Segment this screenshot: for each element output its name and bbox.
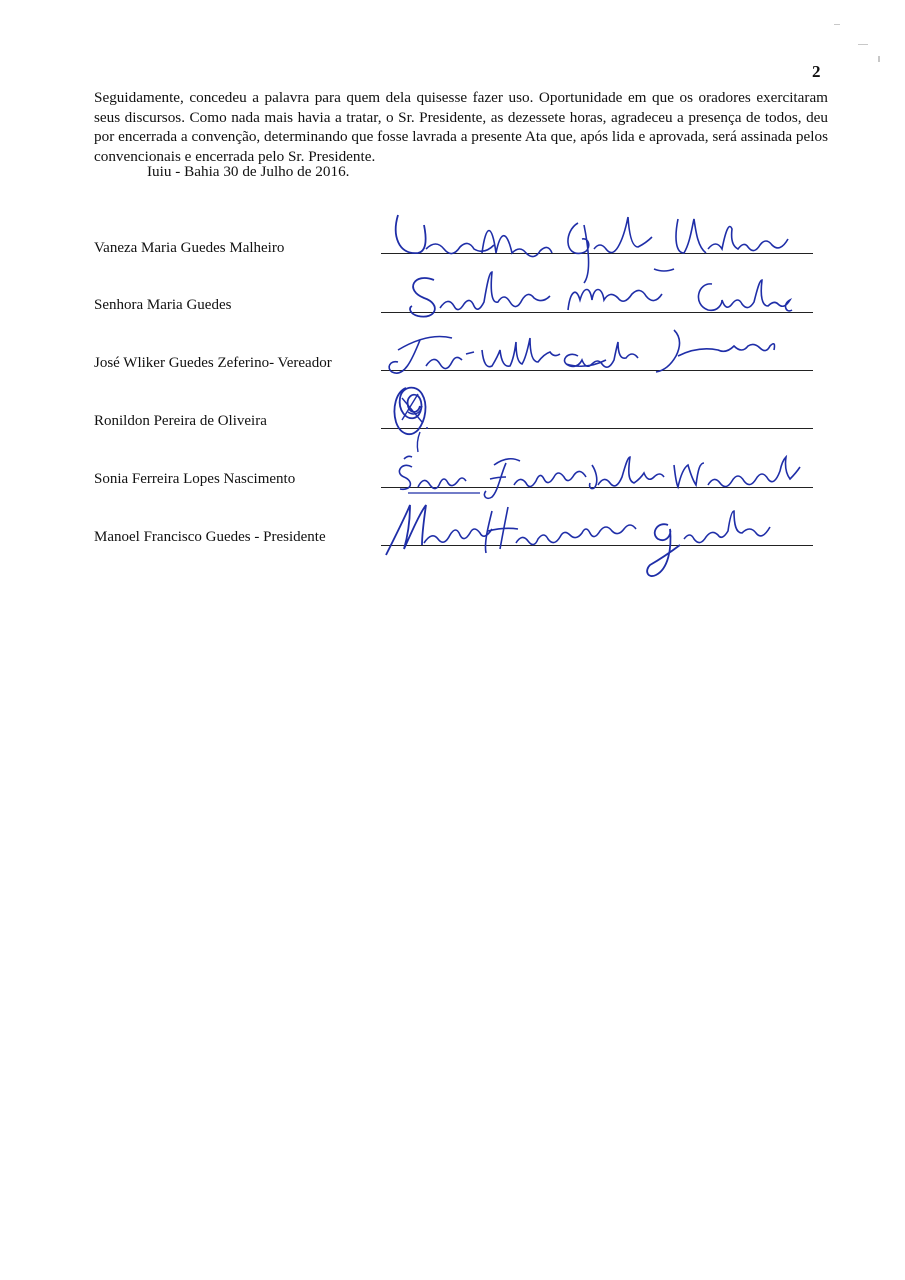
- signer-name-3: José Wliker Guedes Zeferino- Vereador: [94, 355, 332, 371]
- scan-mark: [834, 24, 840, 25]
- scan-mark: [878, 56, 880, 62]
- signer-name-5: Sonia Ferreira Lopes Nascimento: [94, 471, 296, 487]
- scan-mark: [858, 44, 868, 45]
- signature-4: [378, 378, 818, 440]
- signature-3: [378, 320, 818, 382]
- signer-name-4: Ronildon Pereira de Oliveira: [94, 413, 267, 429]
- signer-name-1: Vaneza Maria Guedes Malheiro: [94, 240, 285, 256]
- signer-name-2: Senhora Maria Guedes: [94, 297, 232, 313]
- signer-name-6: Manoel Francisco Guedes - Presidente: [94, 529, 326, 545]
- signature-1: [378, 205, 818, 267]
- signature-6: [378, 495, 818, 557]
- signature-2: [378, 262, 818, 324]
- page-number: 2: [812, 62, 821, 81]
- signature-5: [378, 437, 818, 499]
- place-date: Iuiu - Bahia 30 de Julho de 2016.: [147, 163, 350, 180]
- closing-paragraph: Seguidamente, concedeu a palavra para quem dela quisesse fazer uso. Oportunidade em que os oradores exercitaram seus discursos. Como nada mais havia a tratar, o Sr. Presidente, as dezessete horas, agradeceu a presença de todos, deu por encerrada a convenção, determinando que fosse lavrada a presente Ata que, após lida e aprovada, será assinada pelos convencionais e encerrada pelo Sr. Presidente.: [94, 89, 828, 165]
